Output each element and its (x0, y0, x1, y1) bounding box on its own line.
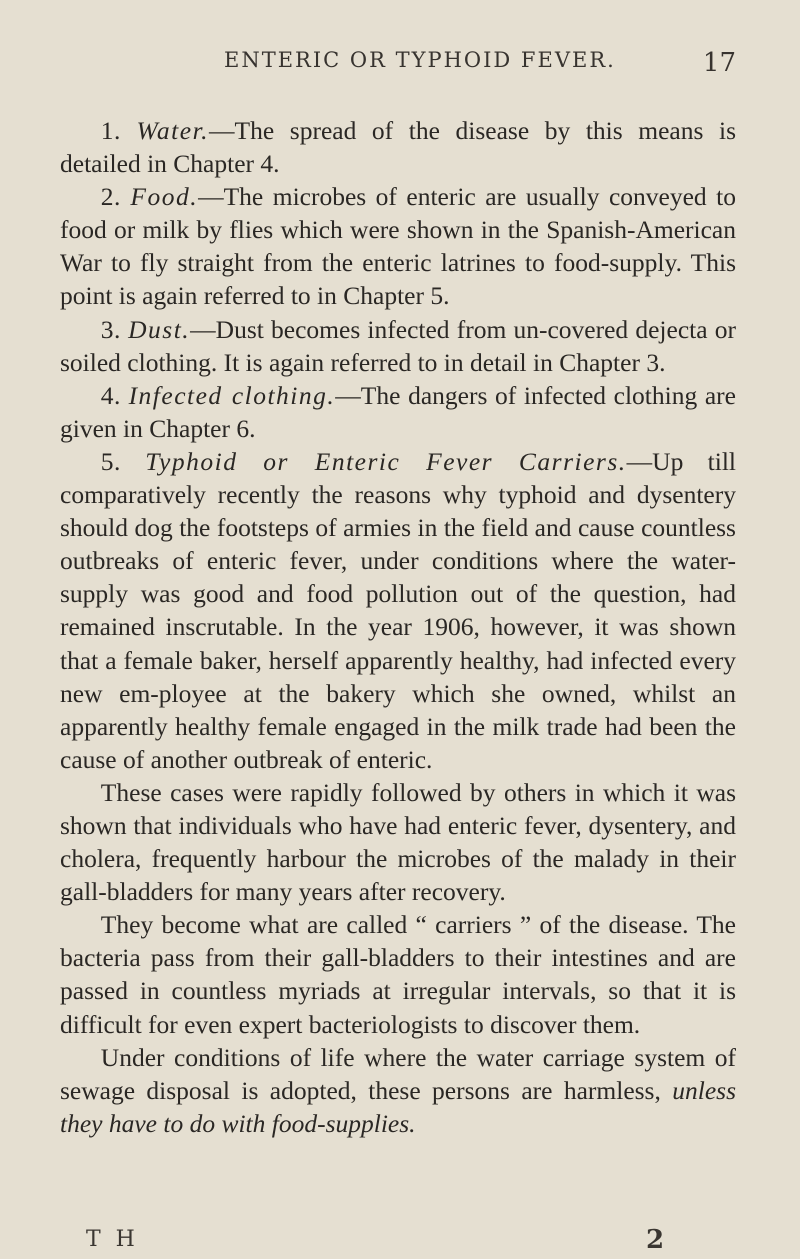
paragraph-text: —Dust becomes infected from un-covered dejecta or soiled clothing. It is again referred to in detail in Chapter 3. (60, 314, 736, 377)
paragraph-heading: Food. (130, 182, 199, 212)
signature-mark: T H (86, 1227, 139, 1252)
paragraph-text: —The spread of the disease by this means is detailed in Chapter 4. (60, 116, 736, 179)
paragraph-water (60, 114, 736, 180)
paragraph-number: 5. (100, 446, 121, 476)
paragraph-text: Under conditions of life where the water carriage system of sewage disposal is adopted, these persons are harmless, (60, 1042, 736, 1105)
paragraph-conditions (60, 1041, 736, 1140)
paragraph-number: 4. (100, 380, 121, 410)
page-number: 17 (702, 48, 736, 78)
paragraph-carriers (60, 445, 736, 776)
paragraph-text: —Up till comparatively recently the reasons why typhoid and dysentery should dog the footsteps of armies in the field and cause countless outbreaks of enteric fever, under conditions where the water-supply was good and food pollution out of the question, had remained inscrutable. In the year 1906, however, it was shown that a female baker, herself apparently healthy, had infected every new em-ployee at the bakery which she owned, whilst an apparently healthy female engaged in the milk trade had been the cause of another outbreak of enteric. (60, 446, 737, 774)
paragraph-heading: Typhoid or Enteric Fever Carriers. (145, 446, 627, 476)
paragraph-cases (60, 776, 736, 908)
body-text (60, 114, 736, 1140)
paragraph-heading: Infected clothing. (128, 380, 336, 410)
paragraph-text: —The dangers of infected clothing are given in Chapter 6. (60, 380, 736, 443)
paragraph-heading: Dust. (128, 314, 191, 344)
paragraph-number: 2. (100, 182, 121, 212)
paragraph-infected-clothing (60, 379, 736, 445)
paragraph-food (60, 180, 736, 312)
paragraph-number: 3. (100, 314, 121, 344)
paragraph-heading: Water. (136, 116, 210, 145)
paragraph-carriers-definition (60, 908, 736, 1040)
gathering-mark: 2 (646, 1225, 665, 1255)
paragraph-text: —The microbes of enteric are usually conveyed to food or milk by flies which were shown in the Spanish-American War to fly straight from the enteric latrines to food-supply. This point is again referred to in Chapter 5. (60, 182, 736, 311)
paragraph-number: 1. (100, 116, 121, 145)
paragraph-text: They become what are called “ carriers ” of the disease. The bacteria pass from their gall-bladders to their intestines and are passed in countless myriads at irregular intervals, so that it is difficult for even expert bacteriologists to discover them. (60, 910, 736, 1039)
running-head-title: ENTERIC OR TYPHOID FEVER. (224, 48, 616, 72)
paragraph-italic-tail: unless they have to do with food-supplies. (60, 1075, 737, 1138)
paragraph-dust (60, 313, 736, 379)
paragraph-text: These cases were rapidly followed by others in which it was shown that individuals who have had enteric fever, dysentery, and cholera, frequently harbour the microbes of the malady in their gall-bladders for many years after recovery. (60, 777, 736, 907)
